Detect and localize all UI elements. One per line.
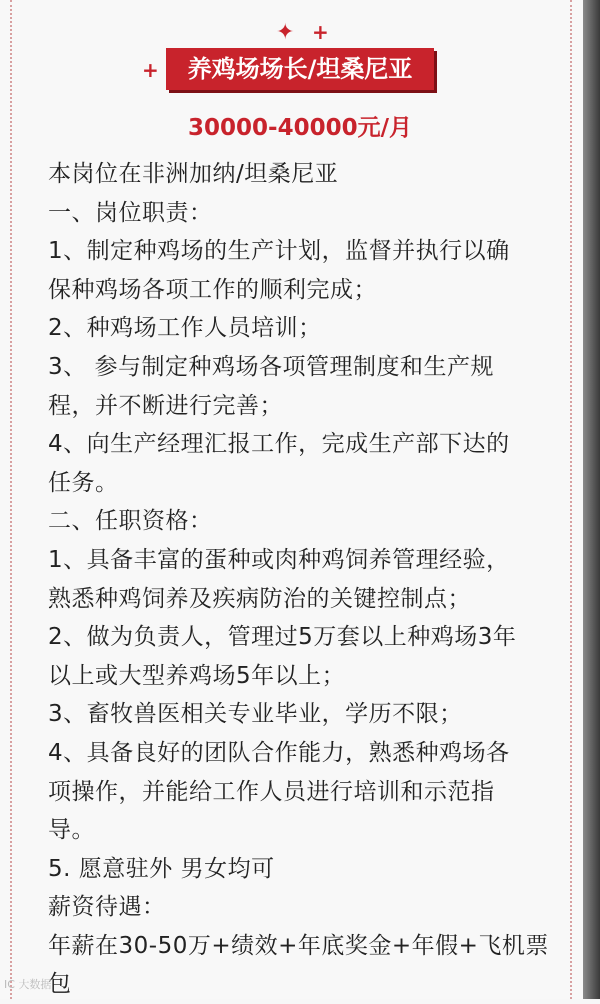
description-line: 年薪在30-50万+绩效+年底奖金+年假+飞机票 [48, 932, 549, 959]
description-line: 以上或大型养鸡场5年以上； [48, 662, 346, 689]
description-line: 本岗位在非洲加纳/坦桑尼亚 [48, 161, 339, 187]
job-title-banner: 养鸡场场长/坦桑尼亚 [166, 48, 434, 90]
sparkle-plus-icon: + [142, 58, 159, 82]
description-line: 1、制定种鸡场的生产计划，监督并执行以确 [48, 238, 510, 265]
sparkle-star-icon: ✦ [276, 20, 295, 45]
job-description [48, 155, 558, 1004]
description-line: 项操作，并能给工作人员进行培训和示范指 [48, 778, 495, 805]
description-line: 5. 愿意驻外 男女均可 [48, 855, 275, 882]
description-line: 程，并不断进行完善； [48, 392, 283, 419]
section-heading: 二、任职资格： [48, 508, 213, 535]
salary-range: 30000-40000元/月 [188, 115, 412, 141]
sparkle-plus-icon: + [312, 20, 329, 44]
description-line: 保种鸡场各项工作的顺利完成； [48, 276, 377, 303]
description-line: 2、种鸡场工作人员培训； [48, 315, 322, 342]
left-dotted-border [10, 0, 12, 999]
description-line: 3、畜牧兽医相关专业毕业，学历不限； [48, 701, 463, 728]
description-line: 导。 [48, 817, 95, 844]
watermark-text: IC 大数据 [4, 978, 52, 991]
description-line: 任务。 [48, 469, 119, 496]
description-line: 4、具备良好的团队合作能力，熟悉种鸡场各 [48, 739, 510, 766]
description-line: 3、 参与制定种鸡场各项管理制度和生产规 [48, 353, 494, 380]
section-heading: 薪资待遇： [48, 894, 166, 921]
description-line: 熟悉种鸡饲养及疾病防治的关键控制点； [48, 585, 471, 612]
right-edge-strip [583, 0, 600, 999]
description-line: 包 [48, 971, 72, 998]
description-line: 4、向生产经理汇报工作，完成生产部下达的 [48, 431, 510, 458]
description-line: 1、具备丰富的蛋种或肉种鸡饲养管理经验， [48, 546, 510, 573]
section-heading: 一、岗位职责： [48, 199, 213, 226]
right-dotted-border [570, 0, 572, 999]
description-line: 2、做为负责人，管理过5万套以上种鸡场3年 [48, 624, 517, 651]
